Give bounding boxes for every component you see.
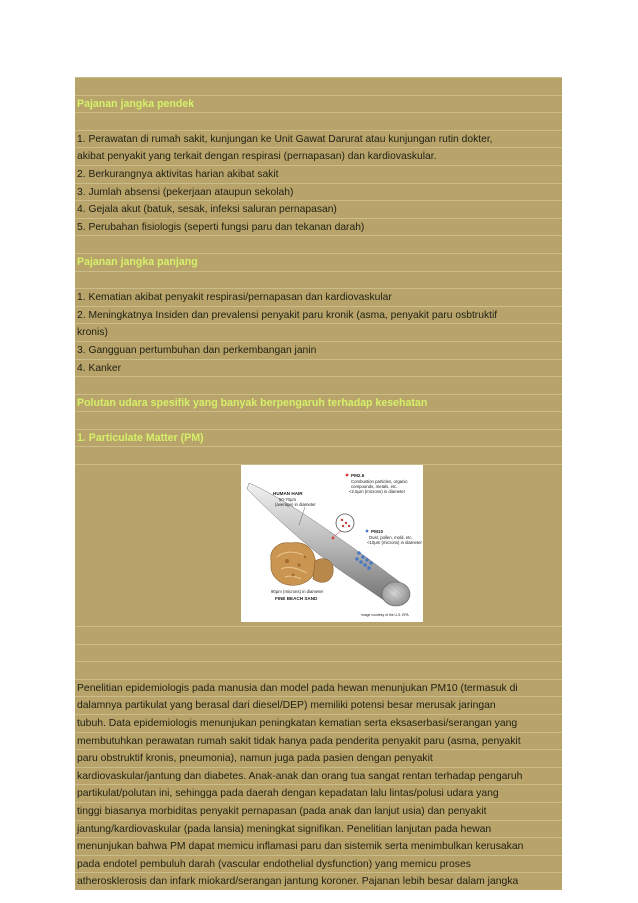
blank-line [75,446,562,464]
list-item: 1. Perawatan di rumah sakit, kunjungan ke Unit Gawat Darurat atau kunjungan rutin dokter, [75,130,562,148]
paragraph-line: pada endotel pembuluh darah (vascular endothelial dysfunction) yang memicu proses [75,855,562,873]
paragraph-line: kardiovaskular/jantung dan diabetes. Anak-anak dan orang tua sangat rentan terhadap pengaruh [75,767,562,785]
paragraph-line: dalamnya partikulat yang berasal dari diesel/DEP) memiliki potensi besar merusak jaringan [75,696,562,714]
hair-cross-section [382,582,410,606]
blank-line [75,644,562,662]
list-item: 4. Gejala akut (batuk, sesak, infeksi saluran pernapasan) [75,200,562,218]
label-pm10-desc: Dust, pollen, mold, etc. [369,535,413,541]
blank-line [75,77,562,95]
paragraph-line: Penelitian epidemiologis pada manusia dan model pada hewan menunjukan PM10 (termasuk di [75,679,562,697]
blank-line [75,112,562,130]
paragraph-line: partikulat/polutan ini, sehingga pada daerah dengan kepadatan lalu lintas/polusi udara yang [75,784,562,802]
label-hair-size: 50-70μm [279,497,297,503]
blank-line [75,376,562,394]
paragraph-line: membutuhkan perawatan rumah sakit tidak hanya pada penderita penyakit paru (asma, penyakit [75,732,562,750]
label-pm25-size: <2.5μm (microns) in diameter [349,489,406,495]
figure-row [75,464,562,626]
list-item: 1. Kematian akibat penyakit respirasi/pernapasan dan kardiovaskular [75,288,562,306]
label-pm10-size: <10μm (microns) in diameter [367,540,422,546]
pm-size-illustration [241,465,423,622]
label-pm10: PM10 [371,529,384,535]
document-body [75,77,562,890]
list-item: 2. Meningkatnya Insiden dan prevalensi penyakit paru kronik (asma, penyakit paru osbtruktif [75,306,562,324]
paragraph-line: tubuh. Data epidemiologis menunjukan peningkatan kematian serta eksaserbasi/serangan yang [75,714,562,732]
heading-long-term: Pajanan jangka panjang [75,253,562,271]
list-item: kronis) [75,323,562,341]
paragraph-line: tinggi biasanya morbiditas penyakit pernapasan (pada anak dan lanjut usia) dan penyakit [75,802,562,820]
blank-line [75,271,562,289]
list-item: 2. Berkurangnya aktivitas harian akibat sakit [75,165,562,183]
label-credit: Image courtesy of the U.S. EPA [361,613,409,618]
blank-line [75,626,562,644]
label-pm25-desc1: Combustion particles, organic [351,479,408,485]
label-pm25: PM2.5 [351,473,365,479]
heading-specific-pollutants: Polutan udara spesifik yang banyak berpengaruh terhadap kesehatan [75,394,562,412]
paragraph-line: atherosklerosis dan infark miokard/serangan jantung koroner. Pajanan lebih besar dalam jangka [75,872,562,890]
label-sand: FINE BEACH SAND [275,596,318,602]
blank-line [75,661,562,679]
list-item: 3. Jumlah absensi (pekerjaan ataupun sekolah) [75,183,562,201]
paragraph-line: jantung/kardiovaskular (pada lansia) meningkat signifikan. Penelitian lanjutan pada hewan [75,820,562,838]
label-human-hair: HUMAN HAIR [273,491,303,497]
pm-size-figure [241,465,423,622]
list-item: akibat penyakit yang terkait dengan respirasi (pernapasan) dan kardiovaskular. [75,147,562,165]
list-item: 3. Gangguan pertumbuhan dan perkembangan janin [75,341,562,359]
heading-short-term: Pajanan jangka pendek [75,95,562,113]
paragraph-line: paru obstruktif kronis, pneumonia), namun juga pada pasien dengan penyakit [75,749,562,767]
label-pm25-desc2: compounds, metals, etc. [351,484,398,490]
label-hair-size-note: (average) in diameter [275,502,316,508]
paragraph-line: menunjukan bahwa PM dapat memicu inflamasi paru dan sistemik serta menimbulkan kerusakan [75,837,562,855]
blank-line [75,235,562,253]
blank-line [75,411,562,429]
label-sand-size: 90μm (microns) in diameter [271,589,324,595]
heading-particulate-matter: 1. Particulate Matter (PM) [75,429,562,447]
list-item: 5. Perubahan fisiologis (seperti fungsi paru dan tekanan darah) [75,218,562,236]
list-item: 4. Kanker [75,359,562,377]
